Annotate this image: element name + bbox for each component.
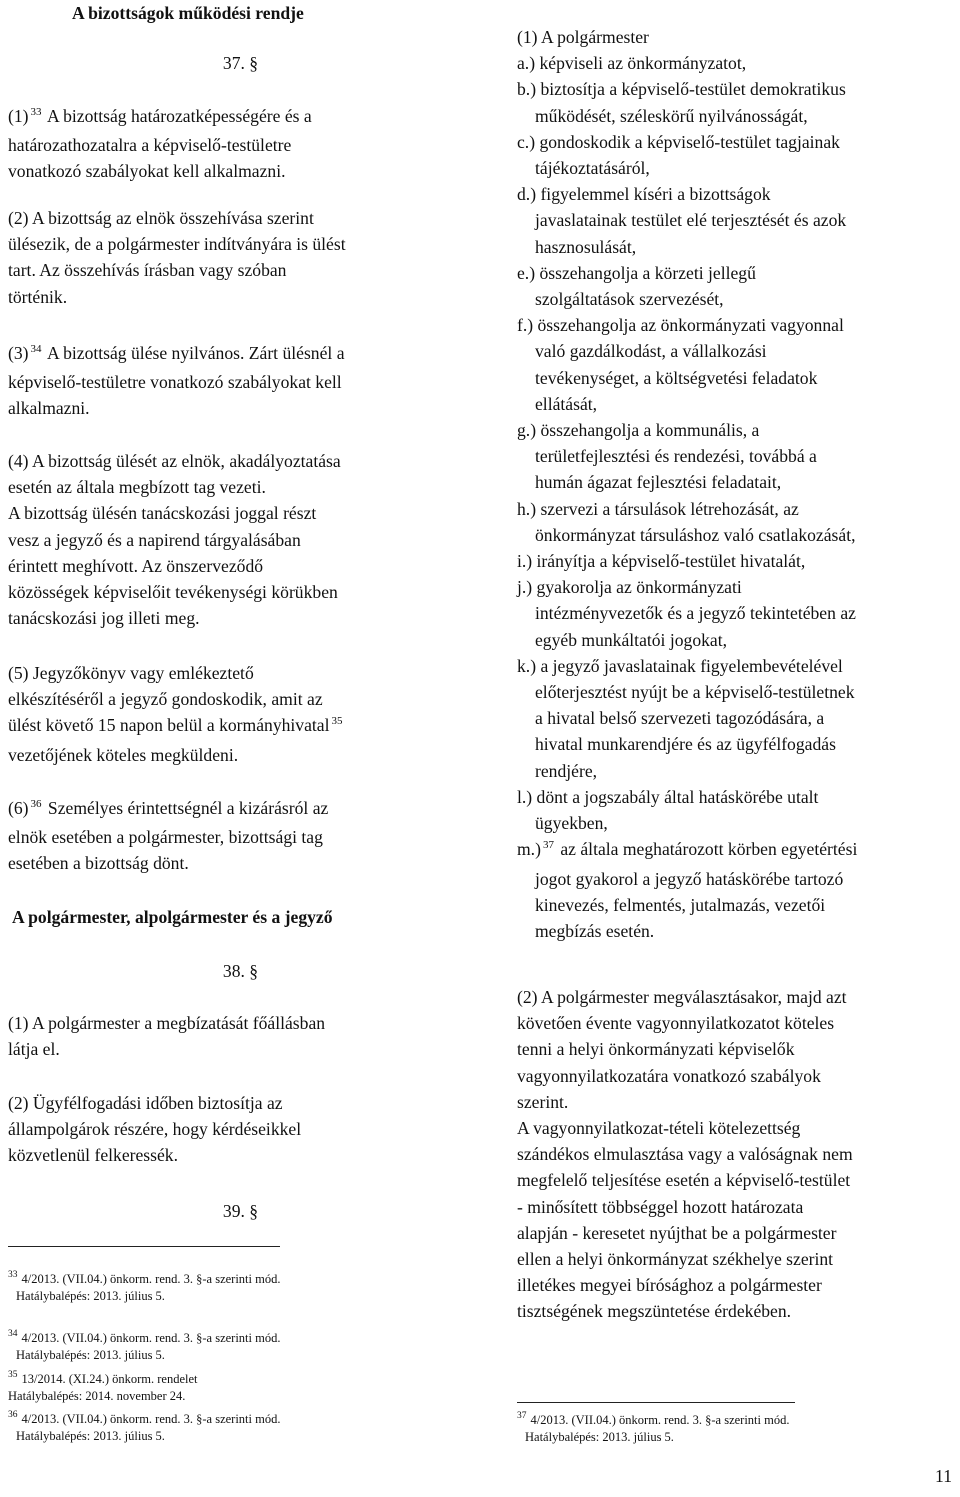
footnote-text: Hatálybalépés: 2013. július 5. (525, 1429, 674, 1444)
para-text: - minősített többséggel hozott határozata (517, 1196, 804, 1217)
para-text: illetékes megyei bírósághoz a polgármester (517, 1275, 822, 1296)
para-text: vonatkozó szabályokat kell alkalmazni. (8, 161, 286, 182)
list-item-cont: ellátását, (535, 393, 598, 414)
para-text: Személyes érintettségnél a kizárásról az (47, 798, 329, 818)
para-text: A bizottság ülése nyilvános. Zárt ülésnél a (46, 343, 345, 363)
para-text: (2) A bizottság az elnök összehívása szerint (8, 208, 314, 228)
para-text: érintett meghívott. Az önszerveződő (8, 555, 264, 576)
section-number: 39. § (222, 1201, 259, 1221)
footnote-ref: 37 (542, 839, 554, 852)
paragraph-2 (8, 205, 346, 310)
footnote-text: 4/2013. (VII.04.) önkorm. rend. 3. §-a szerinti mód. (21, 1272, 281, 1286)
para-text: képviselő-testületre vonatkozó szabályokat kell (8, 372, 342, 393)
paragraph-asset-declaration (517, 984, 853, 1325)
para-text: vezetőjének köteles megküldeni. (8, 744, 239, 765)
list-item-cont: területfejlesztési és rendezési, továbbá a (535, 446, 817, 467)
paragraph-6 (8, 795, 328, 877)
list-marker: m.) (517, 839, 541, 860)
para-text: szándékos elmulasztása vagy a valóságnak nem (517, 1144, 853, 1165)
footnote-text: 13/2014. (XI.24.) önkorm. rendelet (21, 1372, 198, 1386)
list-intro: (1) A polgármester (517, 27, 649, 47)
footnote-text: Hatálybalépés: 2013. július 5. (16, 1347, 165, 1362)
footnote-34 (8, 1331, 280, 1362)
para-text: tisztségének megszüntetése érdekében. (517, 1301, 792, 1322)
para-text: elnök esetében a polgármester, bizottsági tag (8, 827, 323, 848)
list-item: e.) összehangolja a körzeti jellegű (517, 262, 756, 283)
list-item-cont: tájékoztatásáról, (535, 158, 650, 179)
paragraph-5 (8, 660, 345, 768)
list-item-cont: ügyekben, (535, 813, 608, 834)
footnote-ref: 36 (30, 798, 42, 810)
para-number: (1) (8, 106, 29, 126)
section-heading: A bizottságok működési rendje (72, 3, 304, 23)
list-item-cont: egyéb munkáltatói jogokat, (535, 629, 728, 650)
para-text: ellen a helyi önkormányzat székhelye szerint (517, 1249, 834, 1270)
para-text: tanácskozási jog illeti meg. (8, 608, 200, 629)
para-text: A bizottság határozatképességére és a (46, 106, 312, 126)
para-text: (1) A polgármester a megbízatását főállásban (8, 1013, 326, 1033)
footnote-text: 4/2013. (VII.04.) önkorm. rend. 3. §-a szerinti mód. (21, 1412, 281, 1426)
chapter-heading: A polgármester, alpolgármester és a jegyző (12, 907, 333, 927)
para-text: vesz a jegyző és a napirend tárgyalásában (8, 529, 301, 550)
list-item: b.) biztosítja a képviselő-testület demokratikus (517, 79, 846, 100)
list-item-cont: jogot gyakorol a jegyző hatáskörébe tartozó (535, 868, 844, 889)
para-text: tart. Az összehívás írásban vagy szóban (8, 260, 287, 281)
list-item-cont: javaslatainak testület elé terjesztését és azok (535, 210, 847, 231)
para-text: határozathozatalra a képviselő-testületre (8, 135, 292, 156)
footnote-text: Hatálybalépés: 2013. július 5. (16, 1428, 165, 1443)
list-item-cont: humán ágazat fejlesztési feladatait, (535, 472, 782, 493)
footnote-ref: 35 (331, 715, 343, 728)
section-number: 37. § (222, 53, 259, 73)
para-text: elkészítéséről a jegyző gondoskodik, amit az (8, 689, 323, 710)
para-text: alapján - keresetet nyújthat be a polgármester (517, 1222, 837, 1243)
footnote-text: 4/2013. (VII.04.) önkorm. rend. 3. §-a szerinti mód. (530, 1413, 790, 1427)
para-text: követően évente vagyonnyilatkozatot köteles (517, 1013, 835, 1034)
para-text: (5) Jegyzőkönyv vagy emlékeztető (8, 663, 254, 683)
list-item-cont: működését, széleskörű nyilvánosságát, (535, 105, 808, 126)
list-item-cont: hivatal munkarendjére és az ügyfélfogadás (535, 734, 836, 755)
para-text: közösségek képviselőit tevékenységi körükben (8, 582, 338, 603)
list-item: c.) gondoskodik a képviselő-testület tagjainak (517, 131, 840, 152)
para-text: ülést követő 15 napon belül a kormányhivatal (8, 715, 330, 736)
footnote-33 (8, 1272, 280, 1303)
para-text: (2) Ügyfélfogadási időben biztosítja az (8, 1093, 283, 1113)
list-item-cont: hasznosulását, (535, 236, 637, 257)
para-text: állampolgárok részére, hogy kérdéseikkel (8, 1119, 302, 1140)
para-text: A vagyonnyilatkozat-tételi kötelezettség (517, 1118, 801, 1139)
list-item-cont: a hivatal belső szervezeti tagozódására, a (535, 708, 825, 729)
para-text: szerint. (517, 1091, 569, 1112)
footnote-separator (8, 1246, 280, 1247)
footnote-35 (8, 1372, 198, 1403)
footnote-number: 33 (8, 1270, 18, 1280)
para-text: tenni a helyi önkormányzati képviselők (517, 1039, 795, 1060)
para-number: (6) (8, 798, 29, 818)
footnote-37 (517, 1413, 789, 1444)
list-item-cont: tevékenységet, a költségvetési feladatok (535, 367, 818, 388)
para-text: alkalmazni. (8, 398, 90, 419)
footnote-text: Hatálybalépés: 2014. november 24. (8, 1388, 186, 1403)
list-item: l.) dönt a jogszabály által hatáskörébe utalt (517, 786, 819, 807)
list-item-cont: rendjére, (535, 760, 598, 781)
list-item-cont: való gazdálkodást, a vállalkozási (535, 341, 767, 362)
footnote-36 (8, 1412, 280, 1443)
footnote-ref: 33 (30, 106, 42, 118)
powers-list (517, 24, 857, 944)
para-text: (4) A bizottság ülését az elnök, akadályoztatása (8, 451, 341, 471)
footnote-number: 34 (8, 1329, 18, 1339)
paragraph-7 (8, 1010, 325, 1062)
list-item: h.) szervezi a társulások létrehozását, az (517, 498, 799, 519)
paragraph-4 (8, 448, 341, 631)
para-text: esetén az általa megbízott tag vezeti. (8, 477, 266, 498)
footnote-text: 4/2013. (VII.04.) önkorm. rend. 3. §-a szerinti mód. (21, 1331, 281, 1345)
para-text: közvetlenül felkeressék. (8, 1145, 179, 1166)
footnote-number: 37 (517, 1411, 527, 1421)
para-text: vagyonnyilatkozatára vonatkozó szabályok (517, 1065, 821, 1086)
para-number: (3) (8, 343, 29, 363)
footnote-ref: 34 (30, 343, 42, 355)
list-item: f.) összehangolja az önkormányzati vagyonnal (517, 315, 844, 336)
para-text: (2) A polgármester megválasztásakor, majd azt (517, 987, 847, 1007)
list-item-cont: előterjesztést nyújt be a képviselő-testületnek (535, 682, 855, 703)
paragraph-3 (8, 340, 345, 422)
footnote-separator (517, 1402, 795, 1403)
paragraph-8 (8, 1090, 301, 1169)
list-item: d.) figyelemmel kíséri a bizottságok (517, 184, 771, 205)
section-number: 38. § (222, 961, 259, 981)
footnote-number: 36 (8, 1410, 18, 1420)
list-item: k.) a jegyző javaslatainak figyelembevételével (517, 655, 843, 676)
list-item-cont: intézményvezetők és a jegyző tekintetében az (535, 603, 856, 624)
para-text: történik. (8, 286, 68, 307)
list-item-cont: szolgáltatások szervezését, (535, 289, 724, 310)
paragraph-1 (8, 103, 312, 185)
para-text: A bizottság ülésén tanácskozási joggal részt (8, 503, 317, 524)
list-item-cont: kinevezés, felmentés, jutalmazás, vezetői (535, 894, 826, 915)
footnote-text: Hatálybalépés: 2013. július 5. (16, 1288, 165, 1303)
list-item: j.) gyakorolja az önkormányzati (517, 577, 742, 598)
para-text: ülésezik, de a polgármester indítványára is ülést (8, 234, 346, 255)
list-item: i.) irányítja a képviselő-testület hivatalát, (517, 551, 806, 572)
list-item: az általa meghatározott körben egyetértési (560, 839, 858, 860)
list-item-cont: megbízás esetén. (535, 920, 655, 941)
page-number: 11 (935, 1466, 952, 1486)
list-item: g.) összehangolja a kommunális, a (517, 420, 760, 441)
para-text: látja el. (8, 1039, 60, 1060)
para-text: esetében a bizottság dönt. (8, 853, 189, 874)
list-item: a.) képviseli az önkormányzatot, (517, 53, 747, 74)
para-text: megfelelő teljesítése esetén a képviselő-testület (517, 1170, 851, 1191)
footnote-number: 35 (8, 1370, 18, 1380)
list-item-cont: önkormányzat társuláshoz való csatlakozását, (535, 524, 856, 545)
